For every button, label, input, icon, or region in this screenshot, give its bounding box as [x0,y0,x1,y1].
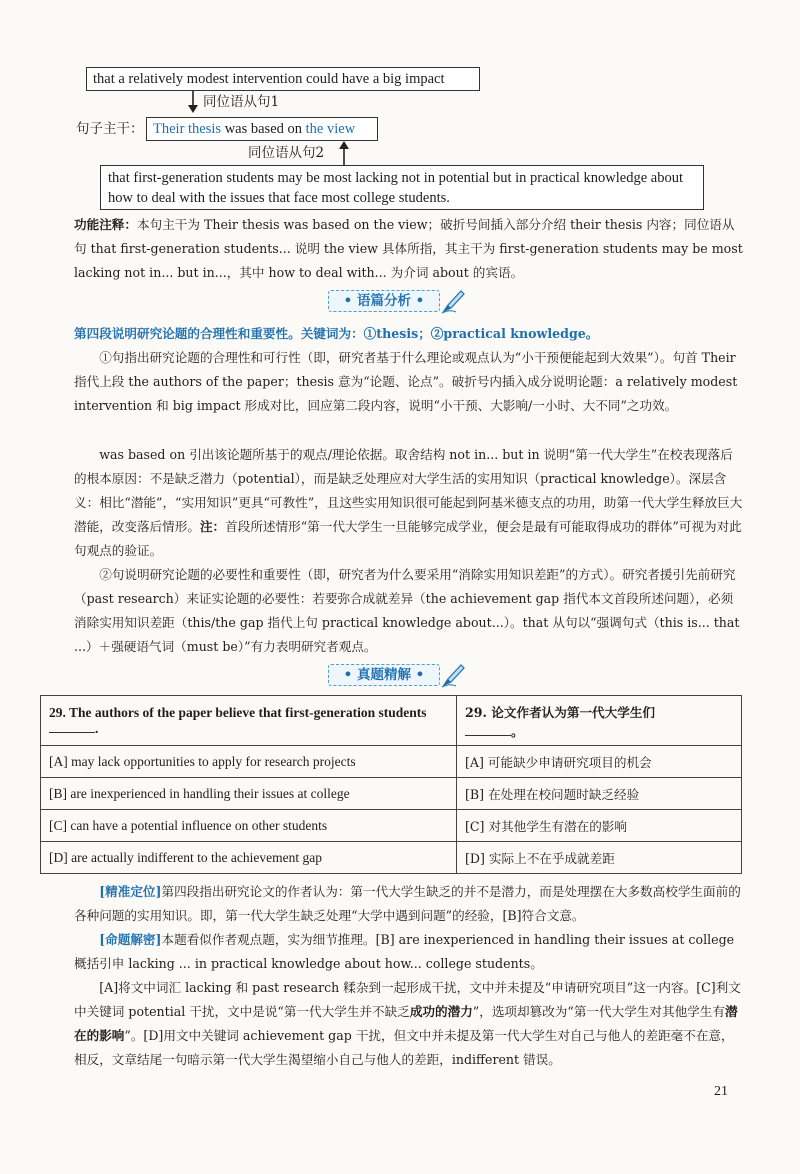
analysis-note-label: 注： [199,519,226,534]
appositive-label-2: 同位语从句2 [248,145,325,161]
option-row-d [41,842,742,874]
option-c-en: [C] can have a potential influence on other students [41,810,457,842]
page-number: 21 [714,1084,728,1099]
section-title-discourse-analysis [328,288,468,314]
option-b-en: [B] are inexperienced in handling their issues at college [41,778,457,810]
analysis-paragraph-1: ①句指出研究论题的合理性和可行性（即，研究者基于什么理论或观点认为“小干预便能起到大效果”）。句首 Their 指代上段 the authors of the paper；thesis 意为“论题、论点”。破折号内插入成分说明论题：a relatively modest intervention 和 big impact 形成对比，回应第二段内容，说明“小干预、大影响/一小时、大不同”之功效。 [74,350,738,413]
option-d-cn: [D] 实际上不在乎成就差距 [457,842,742,874]
appositive-label-1: 同位语从句1 [203,94,280,110]
question-stem-cn: 29. 论文作者认为第一代大学生们 。 [457,696,742,746]
appositive-clause-1-text: that a relatively modest intervention could have a big impact [93,71,445,87]
option-row-a [41,746,742,778]
function-note-label: 功能注释： [74,217,137,232]
solution-decode [74,928,744,976]
appositive-clause-2-box [100,165,704,210]
function-note-text: 本句主干为 Their thesis was based on the view；破折号间插入部分介绍 their thesis 内容；同位语从句 that first-generation students... 说明 the view 具体所指，其主干为 first-generation students may be most lacking not in... but in...，其中 how to deal with... 为介词 about 的宾语。 [74,217,743,280]
section-title-label: • 语篇分析 • [328,290,440,312]
emphasis-success-potential: 成功的潜力 [409,1004,473,1019]
solution-tag-decode: [命题解密] [99,932,162,947]
option-row-b [41,778,742,810]
section-title-question-analysis [328,662,468,688]
main-subject: Their thesis [153,121,222,137]
appositive-clause-1-box [86,67,480,91]
pen-icon [440,288,466,314]
answer-blank [465,724,511,736]
option-b-cn: [B] 在处理在校问题时缺乏经验 [457,778,742,810]
question-stem-row [41,696,742,746]
option-a-en: [A] may lack opportunities to apply for research projects [41,746,457,778]
main-verb: was based on [221,121,306,137]
option-c-cn: [C] 对其他学生有潜在的影响 [457,810,742,842]
solution-text-locate: 第四段指出研究论文的作者认为：第一代大学生缺乏的并不是潜力，而是处理摆在大多数高校学生面前的各种问题的实用知识。即，第一代大学生缺乏处理“大学中遇到问题”的经验，[B]符合文意。 [74,884,741,923]
main-clause-label: 句子主干： [76,121,144,137]
main-object: the view [305,121,356,137]
option-d-en: [D] are actually indifferent to the achievement gap [41,842,457,874]
solution-locate [74,880,744,928]
analysis-paragraph-2a: was based on 引出该论题所基于的观点/理论依据。取舍结构 not in... but in 说明“第一代大学生”在校表现落后的根本原因：不是缺乏潜力（potential），而是缺乏处理应对大学生活的实用知识（practical knowledge）。深层含义：相比“潜能”，“实用知识”更具“可教性”，且这些实用知识很可能起到阿基米德支点的功用，助第一代大学生释放巨大潜能，改变落后情形。 [74,447,743,534]
function-note [74,213,744,285]
main-clause-box [146,117,378,141]
analysis-heading: 第四段说明研究论题的合理性和重要性。关键词为：①thesis；②practical knowledge。 [74,326,599,341]
question-table [40,695,742,874]
option-row-c [41,810,742,842]
solution-tag-locate: [精准定位] [99,884,162,899]
section-title-label-2: • 真题精解 • [328,664,440,686]
emphasis-potential-influence: 潜在的影响 [74,1004,738,1043]
answer-blank [49,721,95,733]
question-stem-en: 29. The authors of the paper believe that first-generation students . [41,696,457,746]
analysis-paragraph-2 [74,443,744,563]
down-arrow-icon [186,91,200,115]
solution-distractors: [A]将文中词汇 lacking 和 past research 糅杂到一起形成干扰，文中并未提及“申请研究项目”这一内容。[C]利文中关键词 potential 干扰，文中是说“第一代大学生并不缺乏成功的潜力”，选项却篡改为“第一代大学生对其他学生有潜在的影响”。[D]用文中关键词 achievement gap 干扰，但文中并未提及第一代大学生对自己与他人的差距毫不在意，相反，文章结尾一句暗示第一代大学生渴望缩小自己与他人的差距，indifferent 错误。 [74,980,741,1067]
up-arrow-icon [337,141,351,165]
option-a-cn: [A] 可能缺少申请研究项目的机会 [457,746,742,778]
pen-icon [440,662,466,688]
analysis-paragraph-2b: 首段所述情形“第一代大学生一旦能够完成学业，便会是最有可能取得成功的群体”可视为对此句观点的验证。 [74,519,742,558]
analysis-paragraph-3: ②句说明研究论题的必要性和重要性（即，研究者为什么要采用“消除实用知识差距”的方式）。研究者援引先前研究（past research）来证实论题的必要性：若要弥合成就差异（the achievement gap 指代本文首段所述问题），必须消除实用知识差距（this/the gap 指代上句 practical knowledge about...）。that 从句以“强调句式（this is... that ...）＋强硬语气词（must be）”有力表明研究者观点。 [74,567,740,654]
solution-text-decode: 本题看似作者观点题，实为细节推理。[B] are inexperienced in handling their issues at college 概括引申 lacking ... in practical knowledge about how... college students。 [74,932,735,971]
appositive-clause-2-text: that first-generation students may be most lacking not in potential but in practical knowledge about how to deal with the issues that face most college students. [108,170,684,206]
